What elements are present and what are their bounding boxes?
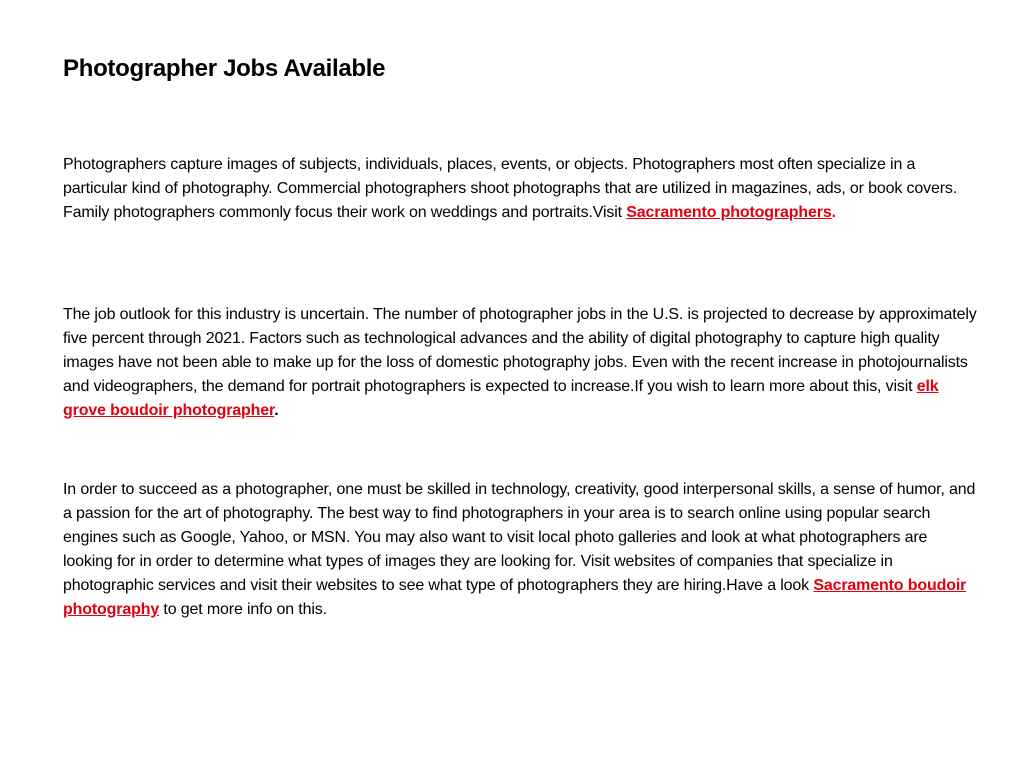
sacramento-boudoir-link[interactable]: Sacramento boudoir photography xyxy=(63,577,967,618)
paragraph-text: In order to succeed as a photographer, one must be skilled in technology, creativity, good interpersonal skills, a sense of humor, and a passion for the art of photography. The best way to find photographers in your area is to search online using popular search engines such as Google, Yahoo, or MSN. You may also want to visit local photo galleries and look at what photographers are looking for in order to determine what types of images they are looking for. Visit websites of companies that specialize in photographic services and visit their websites to see what type of photographers they are hiring.Have a look xyxy=(63,481,976,594)
paragraph-end: . xyxy=(274,402,279,419)
paragraph-end: . xyxy=(831,204,836,221)
paragraph-text: Photographers capture images of subjects, individuals, places, events, or objects. Photographers most often specialize in a particular kind of photography. Commercial photographers shoot photographs that are utilized in magazines, ads, or book covers. Family photographers commonly focus their work on weddings and portraits.Visit xyxy=(63,156,958,221)
paragraph-end: to get more info on this. xyxy=(159,601,327,618)
sacramento-photographers-link[interactable]: Sacramento photographers xyxy=(626,204,832,221)
paragraph-text: The job outlook for this industry is uncertain. The number of photographer jobs in the U.S. is projected to decrease by approximately five percent through 2021. Factors such as technological advances and the ability of digital photography to capture high quality images have not been able to make up for the loss of domestic photography jobs. Even with the recent increase in photojournalists and videographers, the demand for portrait photographers is expected to increase.If you wish to learn more about this, visit xyxy=(63,306,977,395)
paragraph-outlook xyxy=(63,303,978,423)
elk-grove-boudoir-link[interactable]: elk grove boudoir photographer xyxy=(63,378,939,419)
paragraph-intro xyxy=(63,153,978,225)
page-title: Photographer Jobs Available xyxy=(63,55,386,82)
paragraph-success xyxy=(63,478,978,622)
